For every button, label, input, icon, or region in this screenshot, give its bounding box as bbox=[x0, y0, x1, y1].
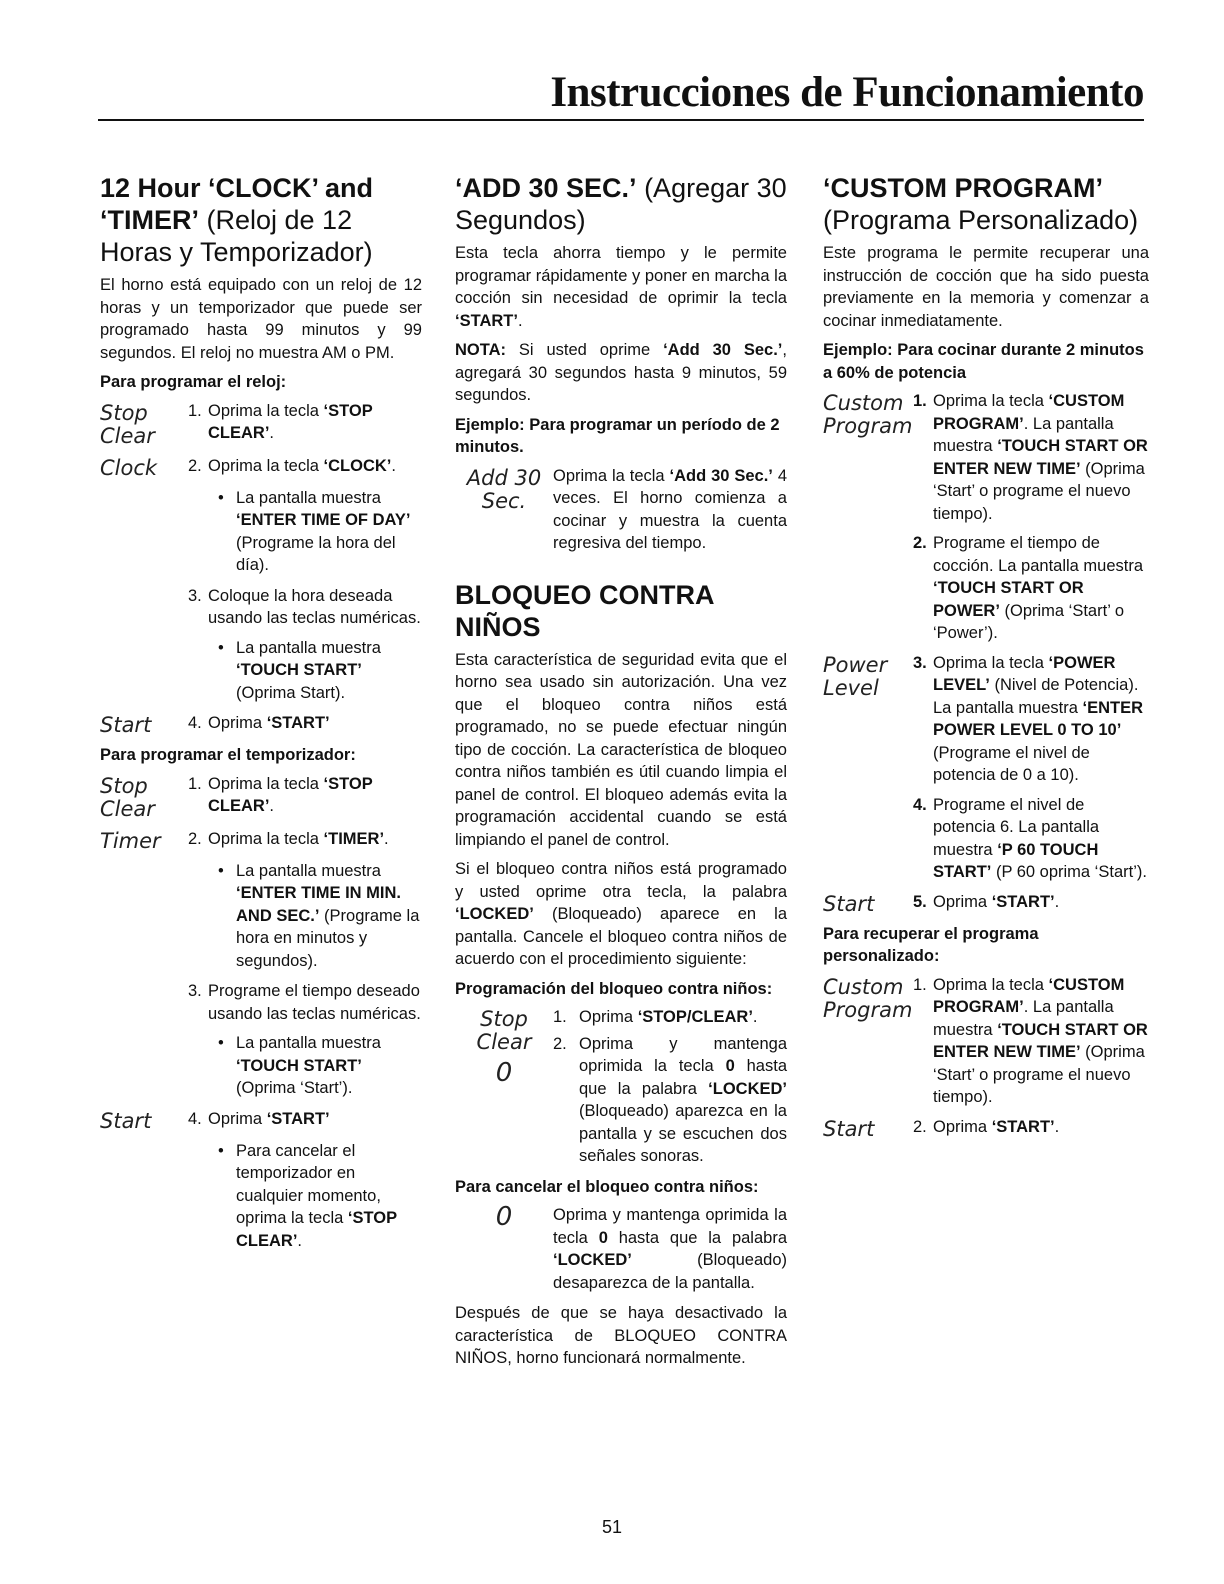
start-key-label: Start bbox=[823, 1116, 875, 1141]
timer-step: Start 4. Oprima ‘START’ bbox=[100, 1108, 330, 1133]
bullet-item: • Para cancelar el temporizador en cualquier momento, oprima la tecla ‘STOP CLEAR’. bbox=[218, 1141, 397, 1250]
recall-step: Start 2. Oprima ‘START’. bbox=[823, 1116, 1060, 1141]
custom-program-key-label: Custom Program bbox=[823, 974, 913, 1022]
child-lock-cancel: 0 Oprima y mantenga oprimida la tecla 0 hasta que la palabra ‘LOCKED’ (Bloqueado) desaparezca de la pantalla. bbox=[455, 1204, 787, 1294]
child-lock-cancel-subheading: Para cancelar el bloqueo contra niños: bbox=[455, 1177, 759, 1196]
zero-key-label: 0 bbox=[495, 1058, 513, 1088]
timer-step: Stop Clear 1. Oprima la tecla ‘STOP CLEAR’. bbox=[100, 773, 373, 821]
start-key-label: Start bbox=[823, 891, 875, 916]
child-lock-paragraph: Si el bloqueo contra niños está programado y usted oprime otra tecla, la palabra ‘LOCKED’ (Bloqueado) aparece en la pantalla. Cancele el bloqueo contra niños de acuerdo con el procedimiento siguiente: bbox=[455, 860, 787, 968]
timer-subheading: Para programar el temporizador: bbox=[100, 746, 356, 764]
add-30-intro: Esta tecla ahorra tiempo y le permite programar rápidamente y poner en marcha la cocción sin necesidad de oprimir la tecla ‘START’. bbox=[455, 244, 788, 330]
header-rule bbox=[98, 119, 1144, 121]
clock-step: Clock 2. Oprima la tecla ‘CLOCK’. bbox=[100, 455, 396, 480]
add-30-sec-heading: ‘ADD 30 SEC.’ (Agregar 30 Segundos) bbox=[455, 173, 787, 235]
stop-clear-key-label: Stop Clear bbox=[100, 773, 155, 821]
recall-step: Custom Program 1. Oprima la tecla ‘CUSTOM PROGRAM’. La pantalla muestra ‘TOUCH START OR ENTER NEW TIME’ (Oprima ‘Start’ o programe el nuevo tiempo). bbox=[823, 974, 1149, 1109]
timer-step: 3. Programe el tiempo deseado usando las teclas numéricas. bbox=[188, 982, 421, 1023]
custom-step: 2. Programe el tiempo de cocción. La pantalla muestra ‘TOUCH START OR POWER’ (Oprima ‘Start’ o ‘Power’). bbox=[913, 534, 1144, 642]
child-lock-heading: BLOQUEO CONTRA NIÑOS bbox=[455, 579, 714, 642]
custom-program-heading: ‘CUSTOM PROGRAM’ (Programa Personalizado) bbox=[823, 173, 1139, 235]
start-key-label: Start bbox=[100, 1108, 152, 1133]
page-title: Instrucciones de Funcionamiento bbox=[550, 69, 1144, 116]
clock-intro: El horno está equipado con un reloj de 12 horas y un temporizador que puede ser programado hasta 99 minutos y 99 segundos. El reloj no muestra AM o PM. bbox=[100, 276, 422, 362]
bullet-item: • La pantalla muestra ‘ENTER TIME OF DAY’ (Programe la hora del día). bbox=[218, 488, 411, 574]
clock-step: 3. Coloque la hora deseada usando las teclas numéricas. bbox=[188, 586, 421, 627]
custom-example-heading: Ejemplo: Para cocinar durante 2 minutos a 60% de potencia bbox=[823, 341, 1144, 382]
custom-program-key-label: Custom Program bbox=[823, 391, 913, 438]
recall-subheading: Para recuperar el programa personalizado: bbox=[823, 924, 1039, 965]
custom-step: Power Level 3. Oprima la tecla ‘POWER LEVEL’ (Nivel de Potencia). La pantalla muestra ‘ENTER POWER LEVEL 0 TO 10’ (Programe el nivel de potencia de 0 a 10). bbox=[823, 652, 1149, 787]
clock-timer-section bbox=[100, 172, 422, 1260]
clock-step: Stop Clear 1. Oprima la tecla ‘STOP CLEAR’. bbox=[100, 400, 373, 448]
timer-key-label: Timer bbox=[100, 828, 161, 853]
start-key-label: Start bbox=[100, 713, 152, 737]
add-30-sec-key-label: Add 30 Sec. bbox=[466, 465, 542, 513]
clock-timer-heading: 12 Hour ‘CLOCK’ and ‘TIMER’ (Reloj de 12 Horas y Temporizador) bbox=[100, 173, 374, 267]
stop-clear-key-label: Stop Clear bbox=[100, 400, 155, 448]
clock-subheading: Para programar el reloj: bbox=[100, 373, 287, 391]
clock-key-label: Clock bbox=[100, 455, 158, 480]
power-level-key-label: Power Level bbox=[823, 652, 888, 700]
bullet-item: • La pantalla muestra ‘ENTER TIME IN MIN. AND SEC.’ (Programe la hora en minutos y segundos). bbox=[218, 861, 420, 970]
child-lock-steps: Stop Clear 0 1. Oprima ‘STOP/CLEAR’. 2. Oprima y mantenga oprimida la tecla 0 hasta que la palabra ‘LOCKED’ (Bloqueado) aparezca en la pantalla y se escuchen dos señales sonoras. bbox=[455, 1006, 787, 1168]
bullet-item: • La pantalla muestra ‘TOUCH START’ (Oprima ‘Start’). bbox=[218, 1034, 381, 1097]
child-lock-prog-subheading: Programación del bloqueo contra niños: bbox=[455, 979, 773, 998]
custom-step: 4. Programe el nivel de potencia 6. La pantalla muestra ‘P 60 TOUCH START’ (P 60 oprima ‘Start’). bbox=[913, 795, 1147, 881]
stop-clear-key-label: Stop Clear bbox=[476, 1007, 532, 1054]
timer-step: Timer 2. Oprima la tecla ‘TIMER’. bbox=[100, 828, 389, 853]
bullet-item: • La pantalla muestra ‘TOUCH START’ (Oprima Start). bbox=[218, 638, 381, 702]
add-30-sec-section bbox=[455, 172, 787, 1377]
child-lock-final: Después de que se haya desactivado la característica de BLOQUEO CONTRA NIÑOS, horno funcionará normalmente. bbox=[455, 1304, 787, 1367]
custom-program-section bbox=[823, 172, 1149, 1148]
zero-key-label: 0 bbox=[495, 1202, 513, 1232]
add-30-example: Add 30 Sec. Oprima la tecla ‘Add 30 Sec.’ 4 veces. El horno comienza a cocinar y muestra la cuenta regresiva del tiempo. bbox=[455, 465, 787, 555]
add-30-example-heading: Ejemplo: Para programar un período de 2 minutos. bbox=[455, 415, 780, 456]
clock-step: Start 4. Oprima ‘START’ bbox=[100, 713, 330, 737]
nota-paragraph: NOTA: Si usted oprime ‘Add 30 Sec.’, agregará 30 segundos hasta 9 minutos, 59 segundos. bbox=[455, 341, 787, 404]
page-number: 51 bbox=[601, 1517, 623, 1537]
custom-program-intro: Este programa le permite recuperar una instrucción de cocción que ha sido puesta previamente en la memoria y comenzar a cocinar inmediatamente. bbox=[823, 244, 1149, 330]
child-lock-intro: Esta característica de seguridad evita que el horno sea usado sin autorización. Una vez que el bloqueo contra niños está programado, no se puede efectuar ningún tipo de cocción. La característica de bloqueo contra niños también es útil cuando limpia el panel de control. El bloqueo además evita la programación accidental cuando se está limpiando el panel de control. bbox=[455, 650, 787, 849]
custom-step: Custom Program 1. Oprima la tecla ‘CUSTOM PROGRAM’. La pantalla muestra ‘TOUCH START OR ENTER NEW TIME’ (Oprima ‘Start’ o programe el nuevo tiempo). bbox=[823, 390, 1149, 525]
custom-step: Start 5. Oprima ‘START’. bbox=[823, 891, 1060, 916]
